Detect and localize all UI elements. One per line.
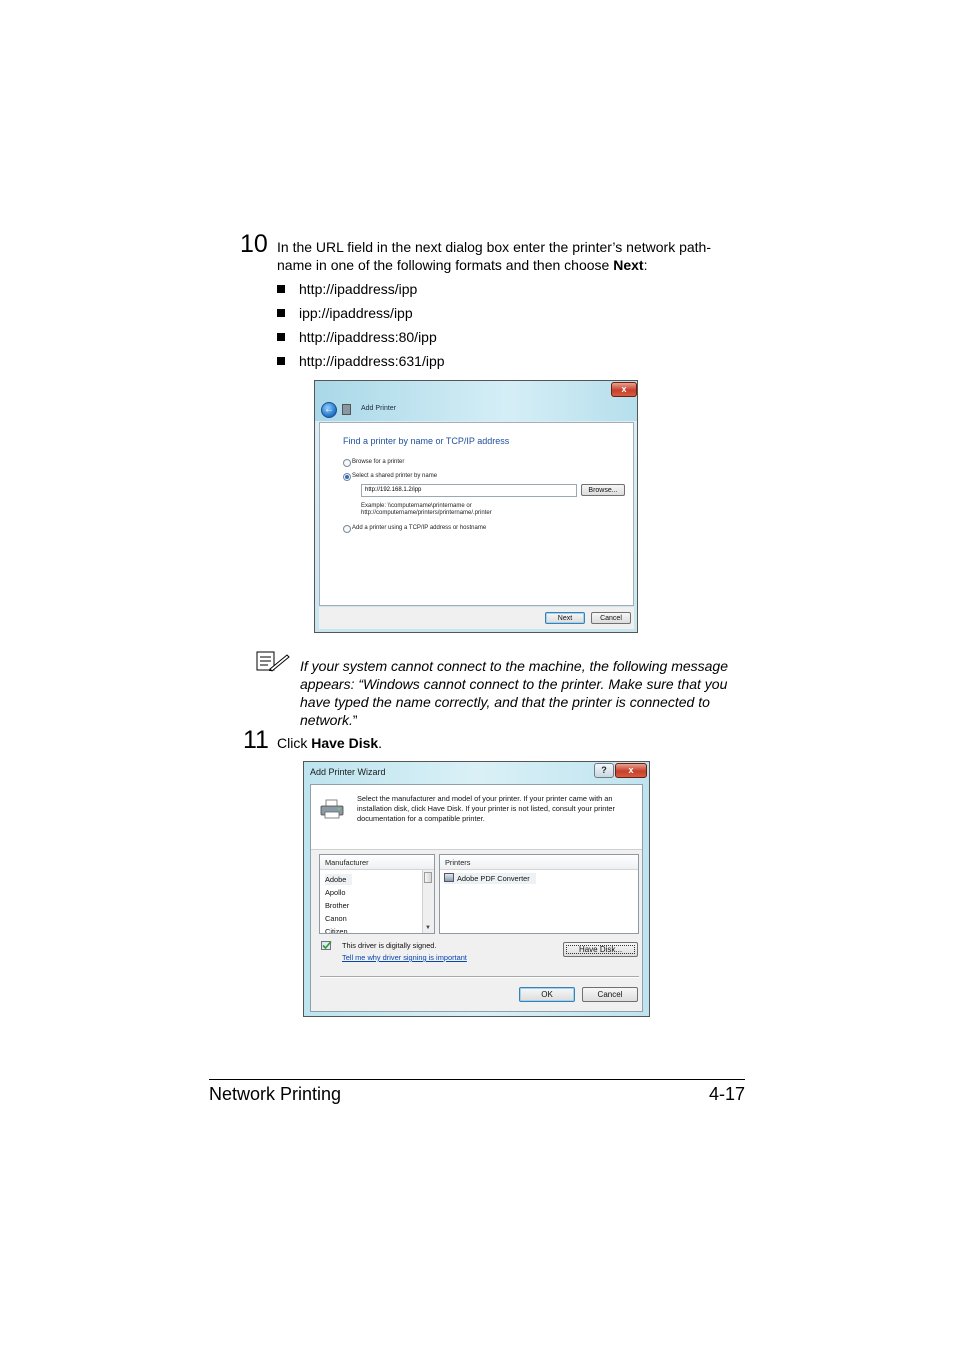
cancel-button[interactable]: Cancel [582, 987, 638, 1002]
bullet-square-icon [277, 357, 285, 365]
close-button[interactable]: x [611, 382, 637, 397]
printer-icon [342, 404, 351, 415]
footer-rule [209, 1079, 745, 1080]
next-button[interactable]: Next [545, 612, 585, 624]
note-text: If your system cannot connect to the machine, the following message appears: “Windows cannot connect to the printer. Make sure that you have typed the name correctly, and that the printer is connected to network.” [300, 658, 729, 728]
dialog-content [319, 422, 634, 606]
footer-section-title: Network Printing [209, 1084, 342, 1104]
have-disk-button[interactable]: Have Disk... [563, 942, 638, 957]
next-keyword: Next [613, 257, 644, 273]
bullet-square-icon [277, 333, 285, 341]
browse-button[interactable]: Browse... [581, 484, 625, 496]
printer-driver-icon [444, 873, 454, 882]
example-line-1: Example: \\computername\printername or [361, 503, 472, 509]
help-button[interactable]: ? [594, 763, 614, 778]
cancel-button[interactable]: Cancel [591, 612, 631, 624]
dialog-title-glass [315, 381, 637, 421]
manufacturer-scrollbar[interactable] [422, 870, 434, 933]
printers-list[interactable] [439, 854, 639, 934]
list-item[interactable]: Canon [325, 914, 347, 923]
printer-icon [320, 799, 344, 819]
signed-text: This driver is digitally signed. [342, 941, 437, 950]
wizard-description: Select the manufacturer and model of your printer. If your printer came with an installation disk, click Have Disk. If your printer is not listed, consult your printer documentation for a compatible printer. [357, 794, 615, 823]
wizard-title: Add Printer Wizard [310, 767, 386, 777]
step-10-line-1: In the URL field in the next dialog box enter the printer’s network path- [277, 239, 711, 255]
divider [320, 976, 639, 978]
wizard-body [310, 784, 643, 1012]
manufacturer-list[interactable] [319, 854, 435, 934]
dialog-footer [319, 607, 634, 629]
signed-driver-icon [321, 940, 332, 951]
bullet-square-icon [277, 309, 285, 317]
printer-url-input[interactable]: http://192.168.1.2/ipp [361, 484, 577, 497]
driver-signing-link[interactable]: Tell me why driver signing is important [342, 953, 467, 962]
note-pencil-icon [256, 650, 290, 672]
step-10-line-2: name in one of the following formats and then choose Next: [277, 257, 648, 273]
bullet-square-icon [277, 285, 285, 293]
list-item[interactable]: Citizen [325, 927, 348, 934]
dialog-title: Add Printer [361, 405, 397, 412]
shared-printer-radio[interactable] [343, 473, 351, 481]
wizard-header-band [311, 785, 642, 850]
have-disk-keyword: Have Disk [311, 735, 379, 751]
page-number: 4-17 [708, 1084, 745, 1104]
add-printer-wizard-dialog [303, 761, 650, 1017]
shared-option-label: Select a shared printer by name [352, 473, 438, 479]
dialog-heading: Find a printer by name or TCP/IP address [343, 436, 510, 446]
example-line-2: http://computername/printers/printername/.printer [361, 510, 492, 516]
browse-radio[interactable] [343, 459, 351, 467]
scrollbar-thumb[interactable] [424, 872, 432, 883]
step-11-instruction: Click Have Disk. [277, 735, 383, 751]
step-number-11: 11 [243, 726, 269, 754]
ok-button[interactable]: OK [519, 987, 575, 1002]
manufacturer-header[interactable]: Manufacturer [320, 855, 434, 870]
url-format-list: http://ipaddress/ipp ipp://ipaddress/ipp http://ipaddress:80/ipp http://ipaddress:631/ipp [277, 280, 577, 380]
step-number-10: 10 [240, 230, 268, 258]
list-item[interactable]: Adobe PDF Converter [444, 873, 536, 884]
tcpip-radio[interactable] [343, 525, 351, 533]
printers-header[interactable]: Printers [440, 855, 638, 870]
tcpip-option-label: Add a printer using a TCP/IP address or hostname [352, 525, 487, 531]
list-item[interactable]: Brother [325, 901, 350, 910]
step-10-instruction [277, 238, 747, 274]
close-button[interactable]: x [615, 763, 647, 778]
list-item[interactable]: Apollo [325, 888, 346, 897]
browse-option-label: Browse for a printer [352, 459, 405, 465]
add-printer-dialog [314, 380, 638, 633]
scroll-down-arrow-icon[interactable]: ▼ [425, 925, 431, 931]
back-arrow-icon[interactable]: ← [321, 402, 337, 418]
list-item[interactable]: Adobe [325, 874, 352, 885]
